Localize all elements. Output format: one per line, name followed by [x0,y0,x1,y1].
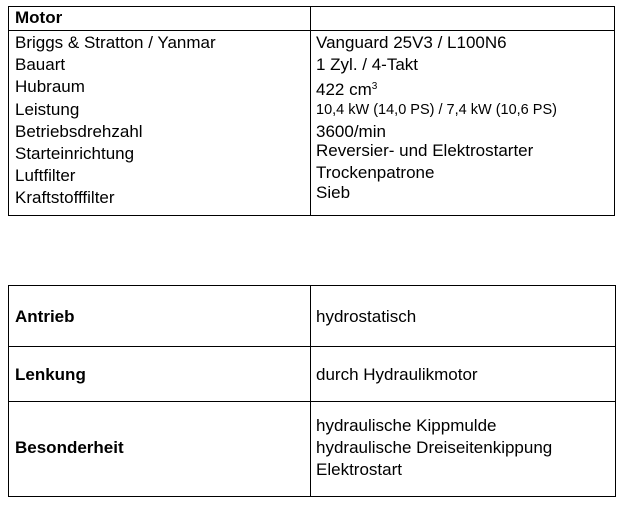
spec-value-leistung: 10,4 kW (14,0 PS) / 7,4 kW (10,6 PS) [316,102,557,118]
spec-label-luftfilter: Luftfilter [15,166,76,185]
column-divider [310,7,311,215]
spec-label-drehzahl: Betriebsdrehzahl [15,122,143,141]
feature-value-line: Elektrostart [316,460,402,479]
feature-label-besonderheit: Besonderheit [15,438,124,457]
spec-value-hubraum [316,76,557,98]
hubraum-number: 422 cm [316,80,372,99]
column-divider [310,286,311,496]
spec-labels-column [15,32,216,208]
spec-label-bauart: Bauart [15,55,66,74]
feature-label-lenkung: Lenkung [15,365,86,384]
unit-superscript: 3 [371,81,378,92]
spec-label-leistung: Leistung [15,100,80,119]
spec-label-manufacturer: Briggs & Stratton / Yanmar [15,33,216,52]
motor-spec-table [8,6,615,216]
spec-values-column [316,32,557,208]
feature-value-line: hydraulische Dreiseitenkippung [316,438,553,457]
row-divider [9,346,615,347]
spec-label-kraftstofffilter: Kraftstofffilter [15,188,115,207]
spec-value-manufacturer: Vanguard 25V3 / L100N6 [316,33,507,52]
spec-value-kraftstofffilter: Sieb [316,183,351,202]
table-heading: Motor [15,8,63,27]
header-divider [9,30,614,31]
spec-label-starteinrichtung: Starteinrichtung [15,144,135,163]
features-table [8,285,616,497]
feature-label-antrieb: Antrieb [15,307,75,326]
spec-value-starteinrichtung: Reversier- und Elektrostarter [316,141,534,160]
feature-value-antrieb: hydrostatisch [316,307,417,326]
feature-value-lenkung: durch Hydraulikmotor [316,365,478,384]
feature-values-besonderheit [316,415,552,481]
spec-label-hubraum: Hubraum [15,77,85,96]
spec-value-luftfilter: Trockenpatrone [316,163,435,182]
spec-value-bauart: 1 Zyl. / 4-Takt [316,55,419,74]
feature-value-line: hydraulische Kippmulde [316,416,497,435]
spec-value-drehzahl: 3600/min [316,122,386,141]
row-divider [9,401,615,402]
